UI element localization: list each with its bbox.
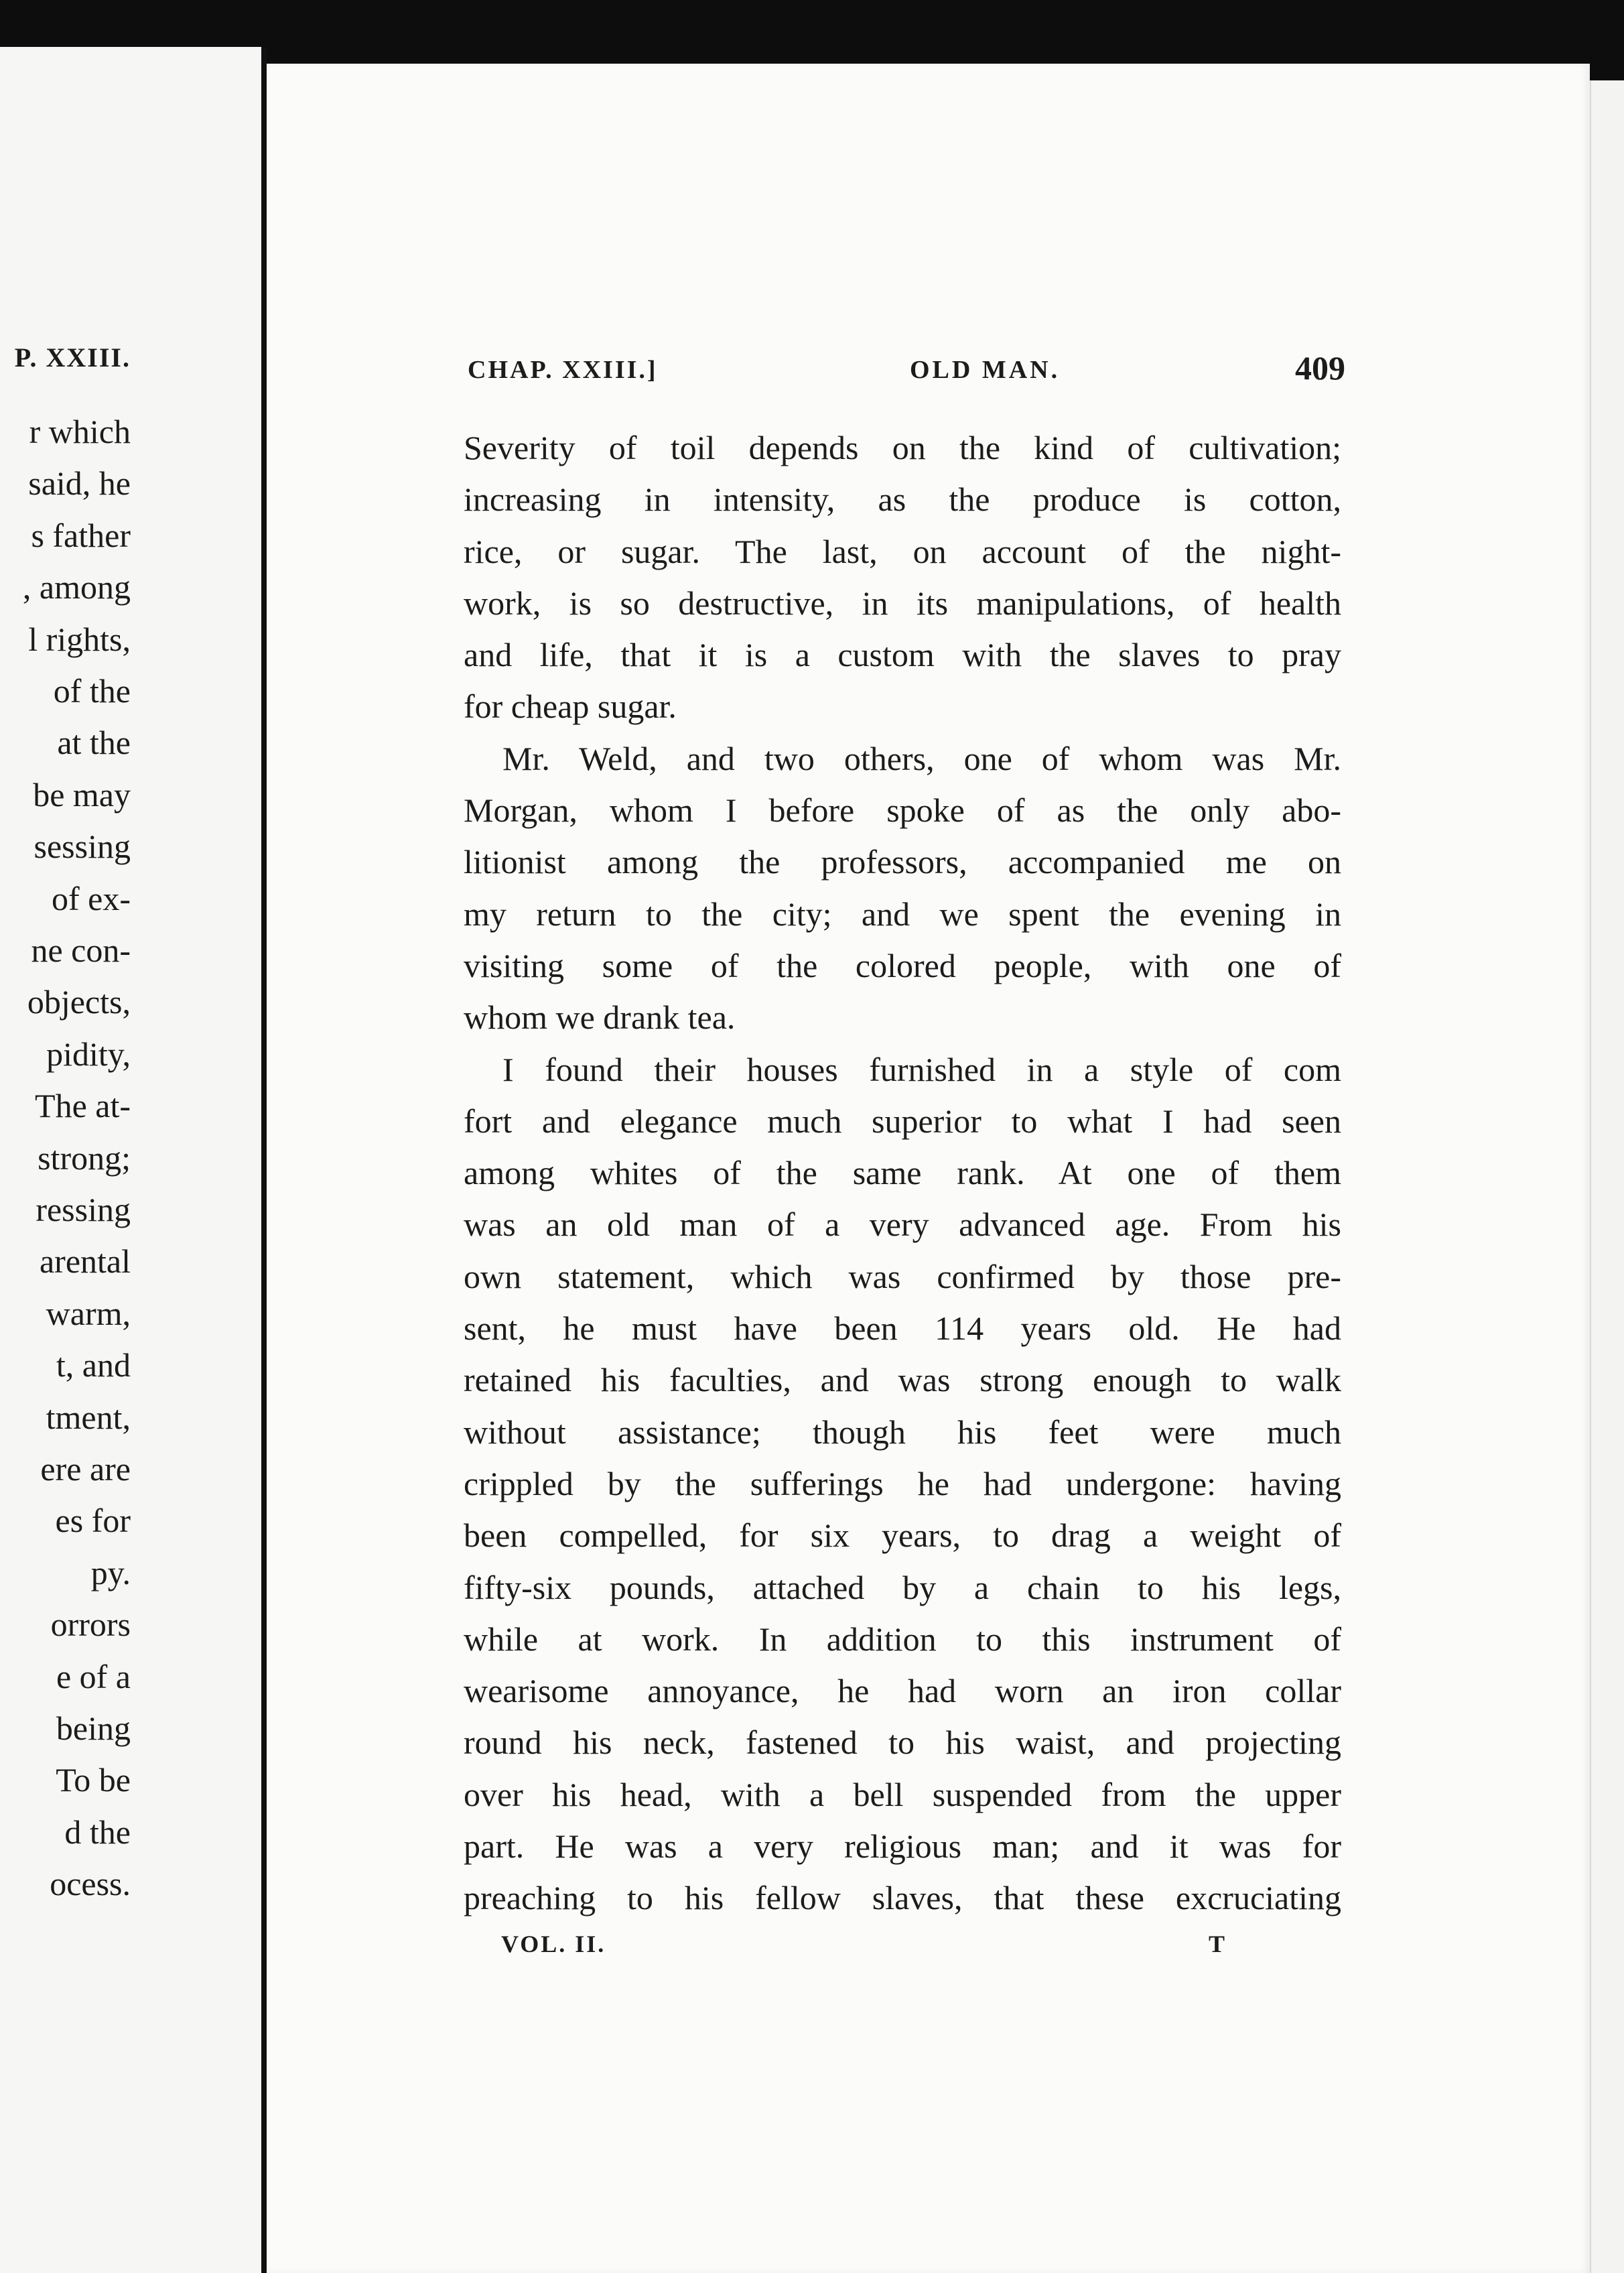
left-page-line: strong; xyxy=(38,1139,131,1177)
book-gutter xyxy=(261,47,267,2273)
volume-label: VOL. II. xyxy=(501,1931,606,1957)
left-page-line: sessing xyxy=(33,828,131,866)
page-number: 409 xyxy=(1295,349,1345,387)
text-line: for cheap sugar. xyxy=(464,688,677,726)
text-line: whom we drank tea. xyxy=(464,998,736,1037)
text-line: my return to the city; and we spent the evening in xyxy=(464,895,1341,933)
text-line: Mr. Weld, and two others, one of whom was Mr. xyxy=(502,739,1341,777)
text-line: fifty-six pounds, attached by a chain to his legs, xyxy=(464,1568,1341,1606)
text-line: Severity of toil depends on the kind of cultivation; xyxy=(464,429,1341,466)
left-page-line: , among xyxy=(22,568,131,606)
body-text xyxy=(464,422,1341,1925)
text-line: without assistance; though his feet were much xyxy=(464,1413,1341,1451)
text-line: litionist among the professors, accompanied me on xyxy=(464,843,1341,881)
text-line: crippled by the sufferings he had undergone: having xyxy=(464,1464,1341,1502)
left-page-line: ressing xyxy=(36,1191,131,1228)
text-line: been compelled, for six years, to drag a weight of xyxy=(464,1516,1341,1555)
left-page-line: said, he xyxy=(28,464,131,503)
text-line: visiting some of the colored people, with one of xyxy=(464,946,1341,984)
left-page-line: of the xyxy=(53,672,131,710)
left-page xyxy=(0,47,265,2273)
left-page-line: t, and xyxy=(56,1346,131,1384)
text-line: increasing in intensity, as the produce is cotton, xyxy=(464,480,1341,519)
text-line: work, is so destructive, in its manipulations, of health xyxy=(464,584,1341,622)
left-page-line: tment, xyxy=(46,1398,131,1436)
left-page-line: orrors xyxy=(50,1606,131,1644)
text-line: retained his faculties, and was strong enough to walk xyxy=(464,1361,1341,1399)
left-page-line: To be xyxy=(56,1761,131,1799)
left-page-line: ocess. xyxy=(50,1865,131,1903)
running-head xyxy=(468,348,1345,395)
text-line: fort and elegance much superior to what I had seen xyxy=(464,1102,1341,1140)
left-page-line: l rights, xyxy=(28,620,131,658)
left-page-text xyxy=(0,47,131,2273)
left-page-line: warm, xyxy=(46,1294,131,1332)
text-line: Morgan, whom I before spoke of as the only abo- xyxy=(464,791,1341,830)
left-page-line: s father xyxy=(31,516,131,554)
text-line: over his head, with a bell suspended from the upper xyxy=(464,1775,1341,1813)
left-page-line: The at- xyxy=(35,1087,131,1125)
text-line: while at work. In addition to this instrument of xyxy=(464,1620,1341,1658)
text-line: was an old man of a very advanced age. From his xyxy=(464,1206,1341,1244)
text-line: round his neck, fastened to his waist, and projecting xyxy=(464,1724,1341,1762)
left-page-line: ne con- xyxy=(31,931,131,969)
left-page-line: being xyxy=(56,1709,131,1747)
text-line: preaching to his fellow slaves, that these excruciating xyxy=(464,1879,1341,1917)
chapter-label: CHAP. XXIII.] xyxy=(468,356,658,384)
left-page-line: e of a xyxy=(56,1657,131,1695)
left-running-head: P. XXIII. xyxy=(14,342,131,373)
signature-mark: T xyxy=(1208,1931,1225,1957)
text-line: rice, or sugar. The last, on account of the night- xyxy=(464,532,1341,570)
text-line: I found their houses furnished in a style of com xyxy=(502,1050,1341,1088)
page-footer xyxy=(501,1930,1225,1970)
left-page-line: r which xyxy=(29,413,131,450)
text-line: own statement, which was confirmed by those pre- xyxy=(464,1257,1341,1295)
text-line: wearisome annoyance, he had worn an iron collar xyxy=(464,1672,1341,1710)
left-page-text-clip xyxy=(0,47,131,2273)
left-page-line: be may xyxy=(33,775,131,814)
left-page-line: objects, xyxy=(27,983,131,1021)
page-edge-strip xyxy=(1590,80,1624,2273)
left-page-line: at the xyxy=(57,724,131,762)
left-page-line: ere are xyxy=(40,1450,131,1488)
left-page-line: pidity, xyxy=(46,1035,131,1073)
text-line: and life, that it is a custom with the slaves to pray xyxy=(464,636,1341,674)
left-page-line: of ex- xyxy=(52,879,131,917)
left-page-line: arental xyxy=(39,1242,131,1281)
text-line: sent, he must have been 114 years old. He had xyxy=(464,1309,1341,1348)
left-page-line: py. xyxy=(90,1553,131,1592)
text-line: among whites of the same rank. At one of them xyxy=(464,1154,1341,1192)
left-page-line: es for xyxy=(55,1502,131,1540)
left-page-line: d the xyxy=(64,1813,131,1851)
section-title: OLD MAN. xyxy=(910,356,1061,384)
text-line: part. He was a very religious man; and it was for xyxy=(464,1827,1341,1866)
